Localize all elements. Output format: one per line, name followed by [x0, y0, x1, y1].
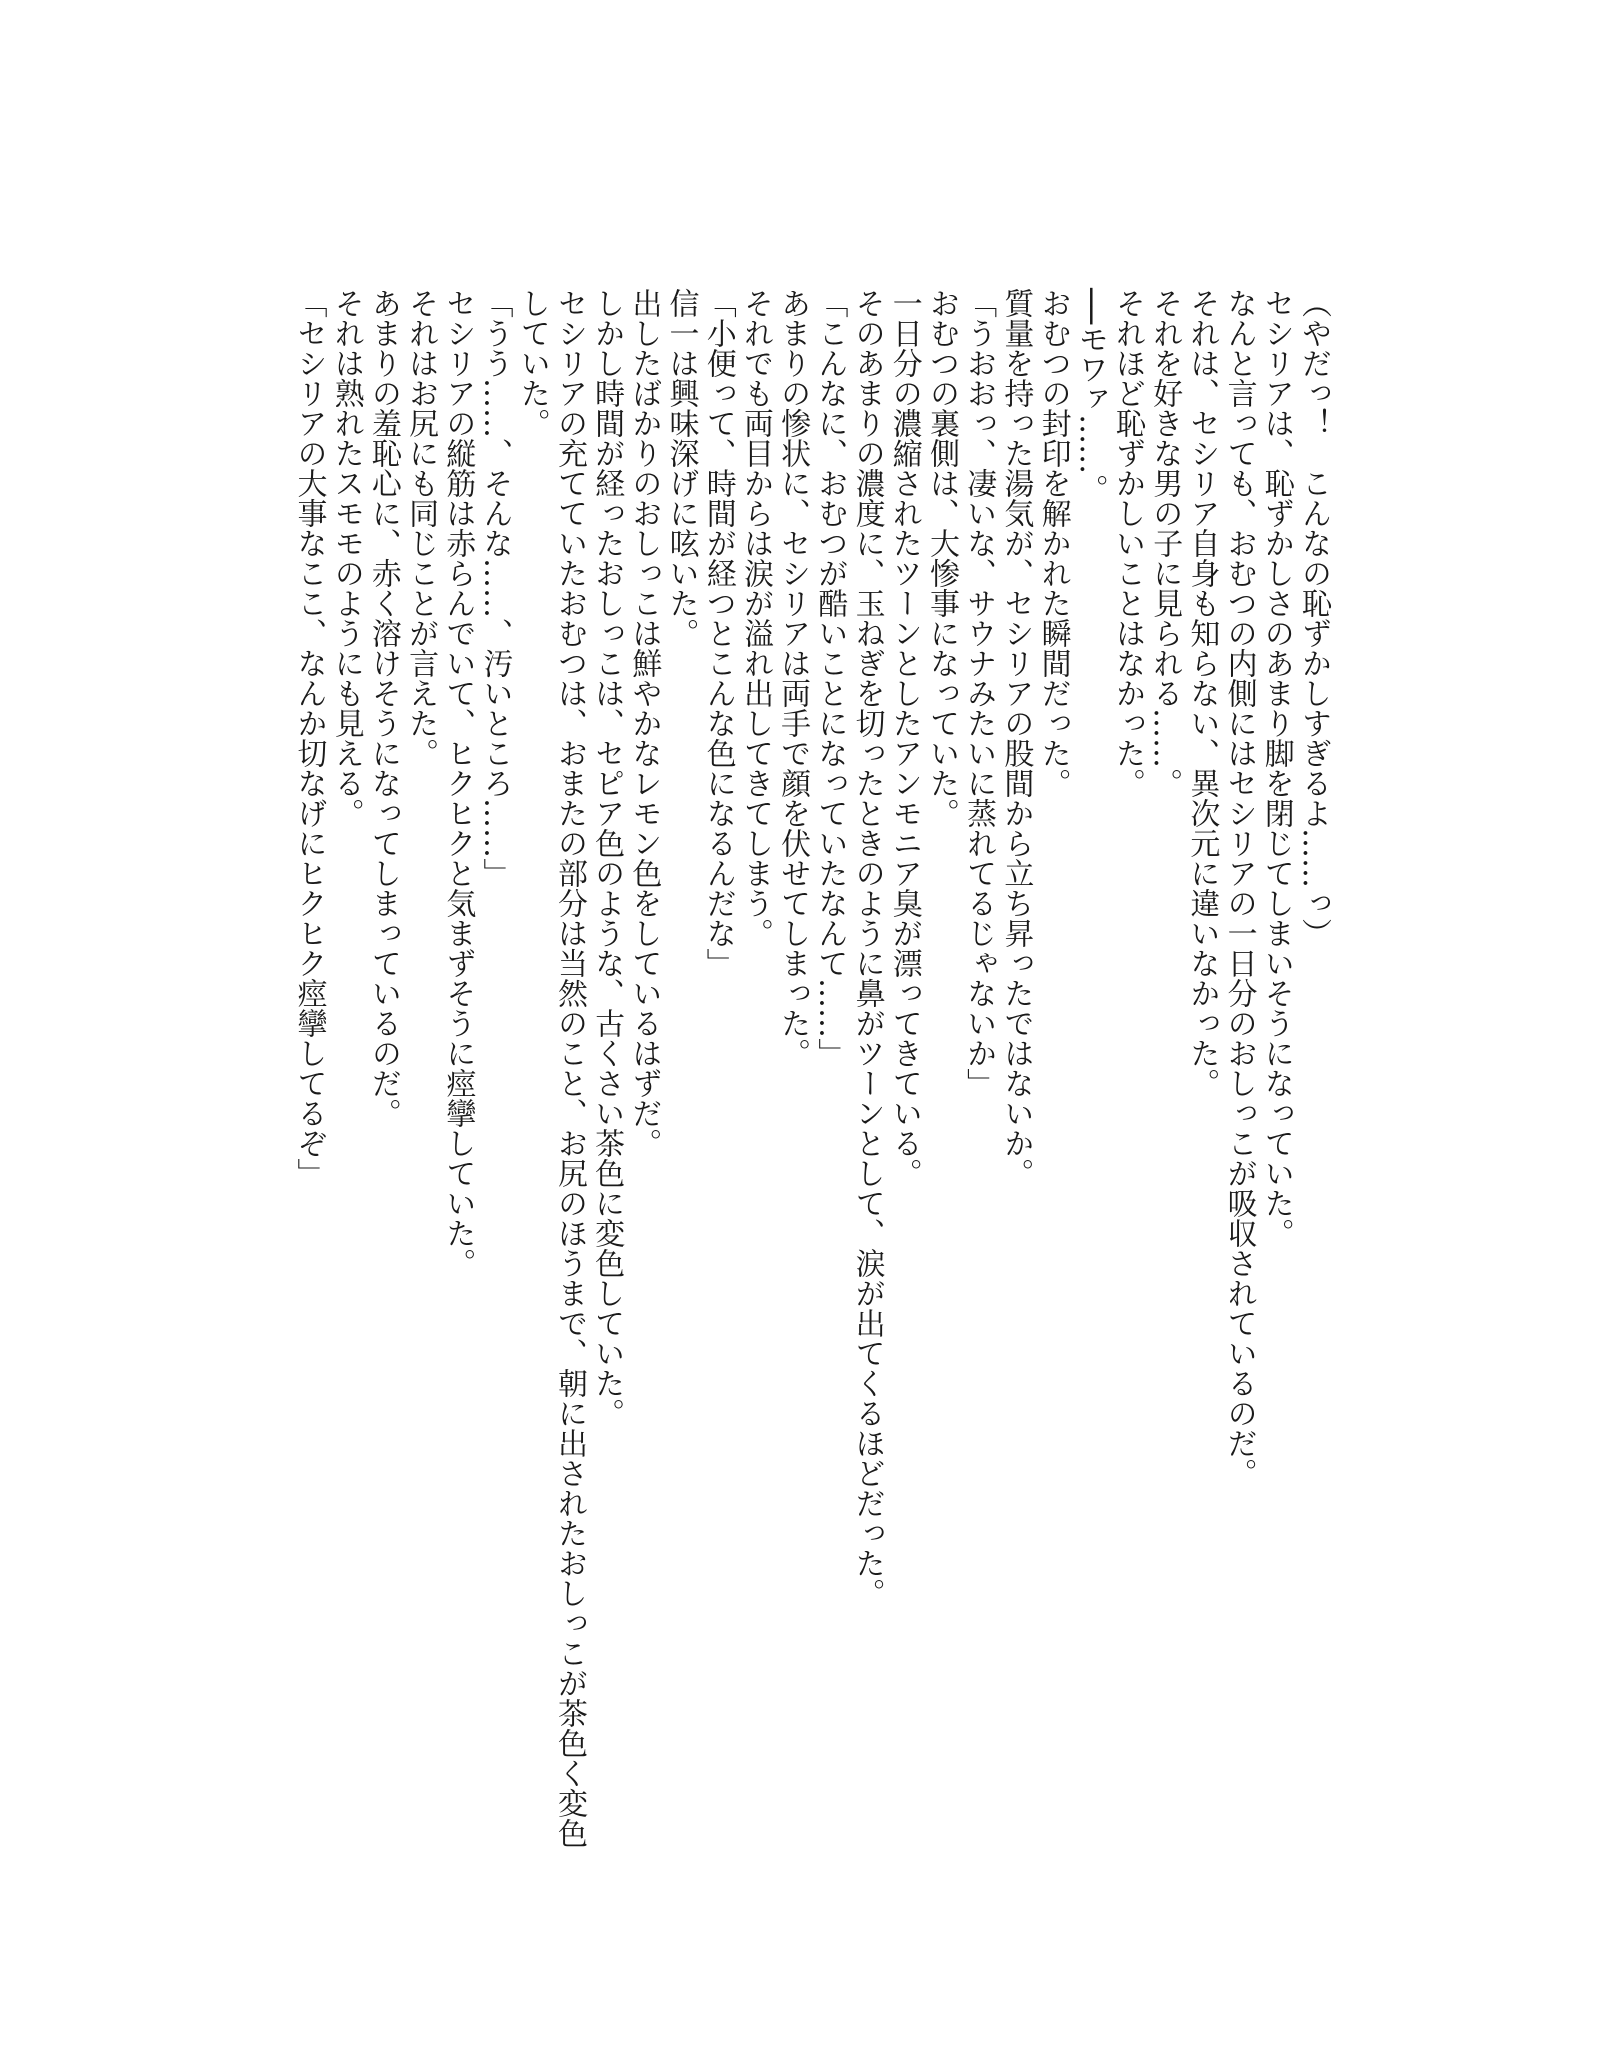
text-line: それはお尻にも同じことが言えた。 [403, 288, 439, 768]
text-line: セシリアの縦筋は赤らんでいて、ヒクヒクと気まずそうに痙攣していた。 [440, 288, 476, 1278]
text-line: 出したばかりのおしっこは鮮やかなレモン色をしているはずだ。 [626, 288, 662, 1158]
text-line: それでも両目からは涙が溢れ出してきてしまう。 [737, 288, 773, 948]
text-line: 「セシリアの大事なここ、なんか切なげにヒクヒク痙攣してるぞ」 [291, 288, 327, 1188]
text-line: あまりの惨状に、セシリアは両手で顔を伏せてしまった。 [775, 288, 811, 1068]
text-line: セシリアの充てていたおむつは、おまたの部分は当然のこと、お尻のほうまで、朝に出されたおしっこが茶色く変色していた。 [514, 288, 587, 1848]
text-line: あまりの羞恥心に、赤く溶けそうになってしまっているのだ。 [365, 288, 401, 1128]
vertical-text-block [290, 288, 1332, 1848]
text-line: 質量を持った湯気が、セシリアの股間から立ち昇ったではないか。 [998, 288, 1034, 1188]
text-line: ──モワァ……。 [1072, 288, 1108, 505]
text-line: そのあまりの濃度に、玉ねぎを切ったときのように鼻がツーンとして、涙が出てくるほどだった。 [849, 288, 885, 1608]
text-line: なんと言っても、おむつの内側にはセシリアの一日分のおしっこが吸収されているのだ。 [1221, 288, 1257, 1488]
text-line: 一日分の濃縮されたツーンとしたアンモニア臭が漂ってきている。 [886, 288, 922, 1188]
text-line: 信一は興味深げに呟いた。 [663, 288, 699, 648]
text-line: 「うおおっ、凄いな、サウナみたいに蒸れてるじゃないか」 [961, 288, 997, 1098]
text-line: セシリアは、恥ずかしさのあまり脚を閉じてしまいそうになっていた。 [1258, 288, 1294, 1248]
text-line: おむつの裏側は、大惨事になっていた。 [923, 288, 959, 828]
text-line: それを好きな男の子に見られる……。 [1147, 288, 1183, 798]
text-line: 「うう……、そんな……、汚いところ……」 [477, 288, 513, 888]
text-line: 「こんなに、おむつが酷いことになっていたなんて……」 [812, 288, 848, 1068]
text-line: それは熟れたスモモのようにも見える。 [328, 288, 364, 828]
text-line: （やだっ！ こんなの恥ずかしすぎるよ……っ） [1296, 288, 1331, 948]
text-line: それほど恥ずかしいことはなかった。 [1109, 288, 1145, 798]
text-line: おむつの封印を解かれた瞬間だった。 [1035, 288, 1071, 798]
text-line: しかし時間が経ったおしっこは、セピア色のような、古くさい茶色に変色していた。 [589, 288, 625, 1428]
text-line: それは、セシリア自身も知らない、異次元に違いなかった。 [1184, 288, 1220, 1098]
text-line: 「小便って、時間が経つとこんな色になるんだな」 [700, 288, 736, 978]
